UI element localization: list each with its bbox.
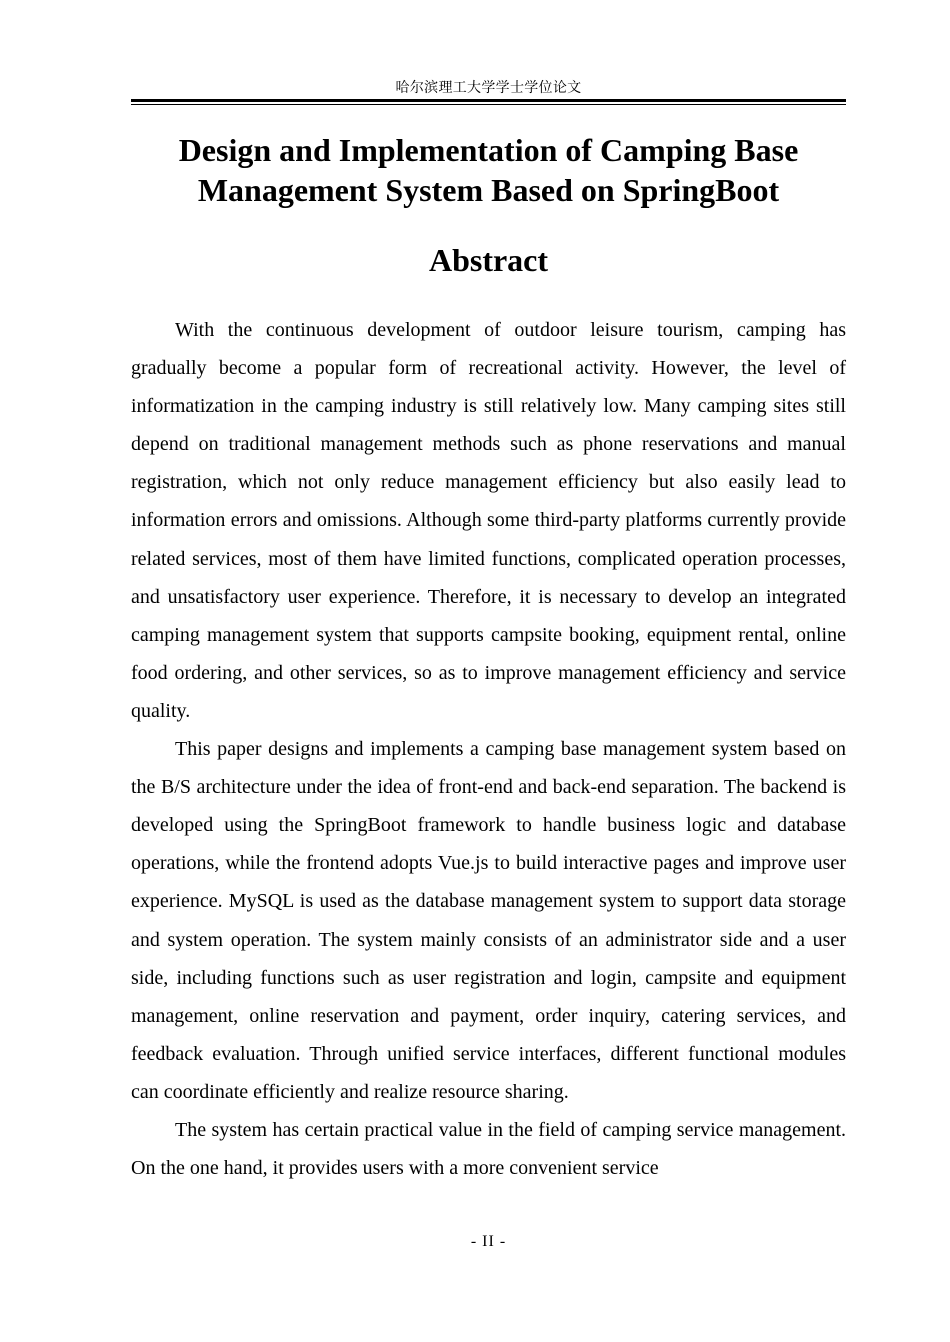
abstract-paragraph-2: This paper designs and implements a camping base management system based on the B/S architecture under the idea of front-end and back-end separation. The backend is developed using the SpringBoot framework to handle business logic and database operations, while the frontend adopts Vue.js to build interactive pages and improve user experience. MySQL is used as the database management system to support data storage and system operation. The system mainly consists of an administrator side and a user side, including functions such as user registration and login, campsite and equipment management, online reservation and payment, order inquiry, catering services, and feedback evaluation. Through unified service interfaces, different functional modules can coordinate efficiently and realize resource sharing.: [131, 738, 846, 1103]
abstract-body: [131, 311, 846, 1187]
thesis-title-line-1: Design and Implementation of Camping Base: [178, 132, 799, 168]
abstract-paragraph-3: The system has certain practical value in the field of camping service management. On the one hand, it provides users with a more convenient service: [131, 1118, 846, 1180]
page-number: - II -: [470, 1233, 507, 1250]
header-rule-thick: [131, 99, 846, 102]
thesis-title-line-2: Management System Based on SpringBoot: [197, 172, 780, 208]
thesis-title: [131, 130, 846, 210]
abstract-heading: Abstract: [428, 242, 549, 278]
header-rule-thin: [131, 104, 846, 105]
abstract-paragraph-1: With the continuous development of outdoor leisure tourism, camping has gradually become a popular form of recreational activity. However, the level of informatization in the camping industry is still relatively low. Many camping sites still depend on traditional management methods such as phone reservations and manual registration, which not only reduce management efficiency but also easily lead to information errors and omissions. Although some third-party platforms currently provide related services, most of them have limited functions, complicated operation processes, and unsatisfactory user experience. Therefore, it is necessary to develop an integrated camping management system that supports campsite booking, equipment rental, online food ordering, and other services, so as to improve management efficiency and service quality.: [131, 319, 846, 722]
running-header: 哈尔滨理工大学学士学位论文: [395, 80, 582, 96]
